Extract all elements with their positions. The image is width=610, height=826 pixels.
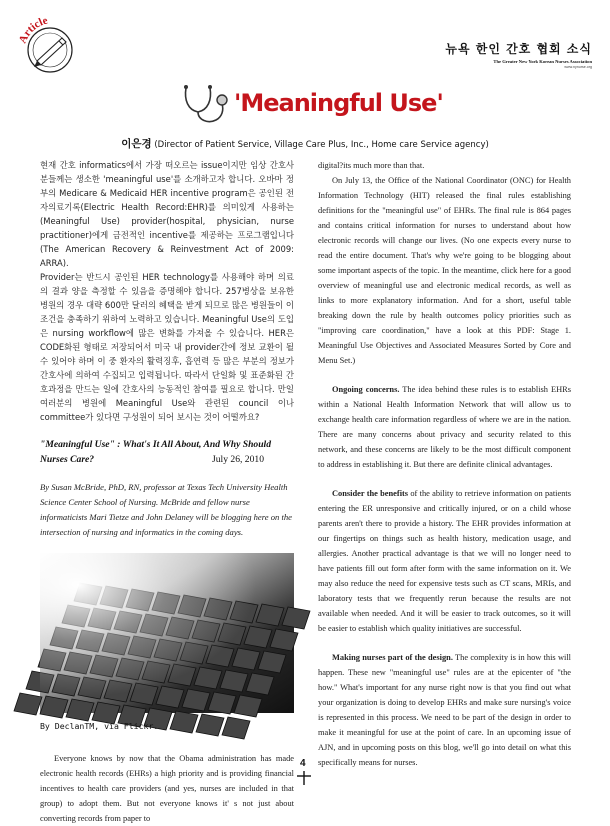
brand-url: www.nynurse.org xyxy=(564,65,592,69)
title-block xyxy=(178,82,443,126)
right-column xyxy=(318,158,571,770)
blog-byline: By Susan McBride, PhD, RN, professor at Texas Tech University Health Science Center School of Nursing. McBride and fellow nurse informaticists Mari Tietze and John Delaney will be blogging here on the intersection of nursing and informatics in the coming days. xyxy=(40,482,292,537)
author-name: 이은경 xyxy=(121,138,152,150)
stethoscope-icon xyxy=(178,82,232,126)
page-number: 4 xyxy=(300,758,306,769)
english-paragraph-benefits xyxy=(318,486,571,636)
blog-post-title: "Meaningful Use" : What's It All About, And Why Should Nurses Care? xyxy=(40,439,272,465)
english-paragraph-onc: On July 13, the Office of the National Coordinator (ONC) for Health Information Technology (HIT) released the final rules establishing definitions for the "meaningful use" of EHRs. The final rule is 864 pages and contains critical information for nurses to understand about how electronic records will change our lives. (No one expects every nurse to read the entire document. That's why we're going to be blogging about some important aspects of the topic. In the meantime, click here for a good overview of meaningful use and electronic medical records, as well as links to more explanatory information. And for a short, useful table breaking down the rule by health outcomes policy priorities such as "improving care coordination," have a look at this PDF: Stage 1. Meaningful Use Objectives and Associated Measures Sorted by Core and Menu Set.) xyxy=(318,176,571,365)
paragraph-lead-benefits: Consider the benefits xyxy=(332,489,409,498)
photo-caption: By DeclanTM, via Flickr. xyxy=(40,721,159,731)
paragraph-body-design: The complexity is in how this will happen. These new "meaningful use" rules are at the epicenter of "the how." What's important for any nurse right now is that you find out what your organization is doing to develop EHRs and make sure nursing's voice is represented in this process. We need to be part of the design in order to make it meaningful for use at the point of care. In an upcoming issue of AJN, and in upcoming posts on this blog, we'll go into detail on what this specifically means for nurses. xyxy=(318,653,571,767)
keyboard-key xyxy=(14,693,42,715)
paragraph-body-benefits: of the ability to retrieve information on patients entering the ER unresponsive and critically injured, or on a child whose parents aren't there to provide a history. The EHR provides information at our fingertips on things such as health history, medication usage, and allergies. Another practical advantage is that we will no longer need to have patients fill out form after form with the same information on it. We may also reduce the need for expensive tests such as CT scans, MRIs, and laboratory tests that we frequently rerun because the results are not available when needed. And it will be easier to track outcomes, so it will be easier to establish which quality initiatives are successful. xyxy=(318,489,571,633)
blog-post-date: July 26, 2010 xyxy=(212,454,264,465)
keyboard-photo xyxy=(40,553,294,713)
keyboard-key xyxy=(196,714,224,736)
paragraph-body-concerns: The idea behind these rules is to establish EHRs within a National Health Information Network that will allow us to exchange health care information regardless of where we are in the nation. There are many concerns about privacy and security related to this network, and these concerns are likely to be the most difficult component to address in establishing it. But there are definite clinical advantages. xyxy=(318,385,571,469)
brand-english: The Greater New York Korean Nurses Association xyxy=(493,59,592,64)
english-paragraph-design xyxy=(318,650,571,770)
paragraph-lead-concerns: Ongoing concerns. xyxy=(332,385,400,394)
article-badge xyxy=(10,4,96,76)
english-paragraph-continued: digital?its much more than that. xyxy=(318,161,425,170)
english-paragraph-left: Everyone knows by now that the Obama administration has made electronic health records (EHRs) a high priority and is providing financial incentives to health care providers (and yes, nurses are included in that group) to adopt them. But not everyone knows it' s not just about converting records from paper to xyxy=(40,754,294,823)
badge-label: Article xyxy=(16,14,50,46)
publication-brand xyxy=(445,40,592,69)
paragraph-lead-design: Making nurses part of the design. xyxy=(332,653,453,662)
brand-korean: 뉴욕 한인 간호 협회 소식 xyxy=(445,42,592,56)
korean-paragraph-2: Provider는 반드시 공인된 HER technology를 사용해야 하며 의료의 결과 양을 측정할 수 있음을 증명해야 합니다. 257병상을 보유한 병원의 경우 대략 600만 달러의 혜택을 받게 되므로 많은 병원들이 이 조건을 충족하기 위하여 노력하고 있습니다. Meaningful Use의 도입은 nursing workflow에 많은 변화를 가져올 수 있습니다. HER은 CODE화된 형태로 저장되어서 미국 내 provider간에 정보 교환이 될 수 있어야 하며 이 중 환자의 활력징후, 흡연력 등 많은 부분의 정보가 간호사에 의하여 수집되고 입력됩니다. 따라서 단일화 및 표준화된 간호과정을 만드는 일에 간호사의 능동적인 참여를 필요로 합니다. 만일 여러분의 병원에 Meaningful Use와 관련된 council 이나 committee가 있다면 구성원이 되어 보시는 것이 어떨까요? xyxy=(40,272,294,422)
author-affiliation: (Director of Patient Service, Village Care Plus, Inc., Home care Service agency) xyxy=(154,140,489,150)
article-title: 'Meaningful Use' xyxy=(234,89,443,117)
english-paragraph-concerns xyxy=(318,382,571,472)
author-line xyxy=(0,136,610,151)
page-ornament-icon xyxy=(294,771,314,785)
left-column xyxy=(40,158,294,826)
korean-paragraph-1: 현재 간호 informatics에서 가장 떠오르는 issue이지만 임상 간호사분들께는 생소한 'meaningful use'를 소개하고자 합니다. 오바마 정부의 Medicare & Medicaid HER incentive program은 공인된 전자의료기록(Electric Health Record:EHR)를 의미있게 사용하는(Meaningful Use) provider(hospital, physician, nurse practitioner)에게 금전적인 incentive를 제공하는 프로그램입니다(The American Recovery & Reinvestment Act of 2009: ARRA). xyxy=(40,160,294,268)
